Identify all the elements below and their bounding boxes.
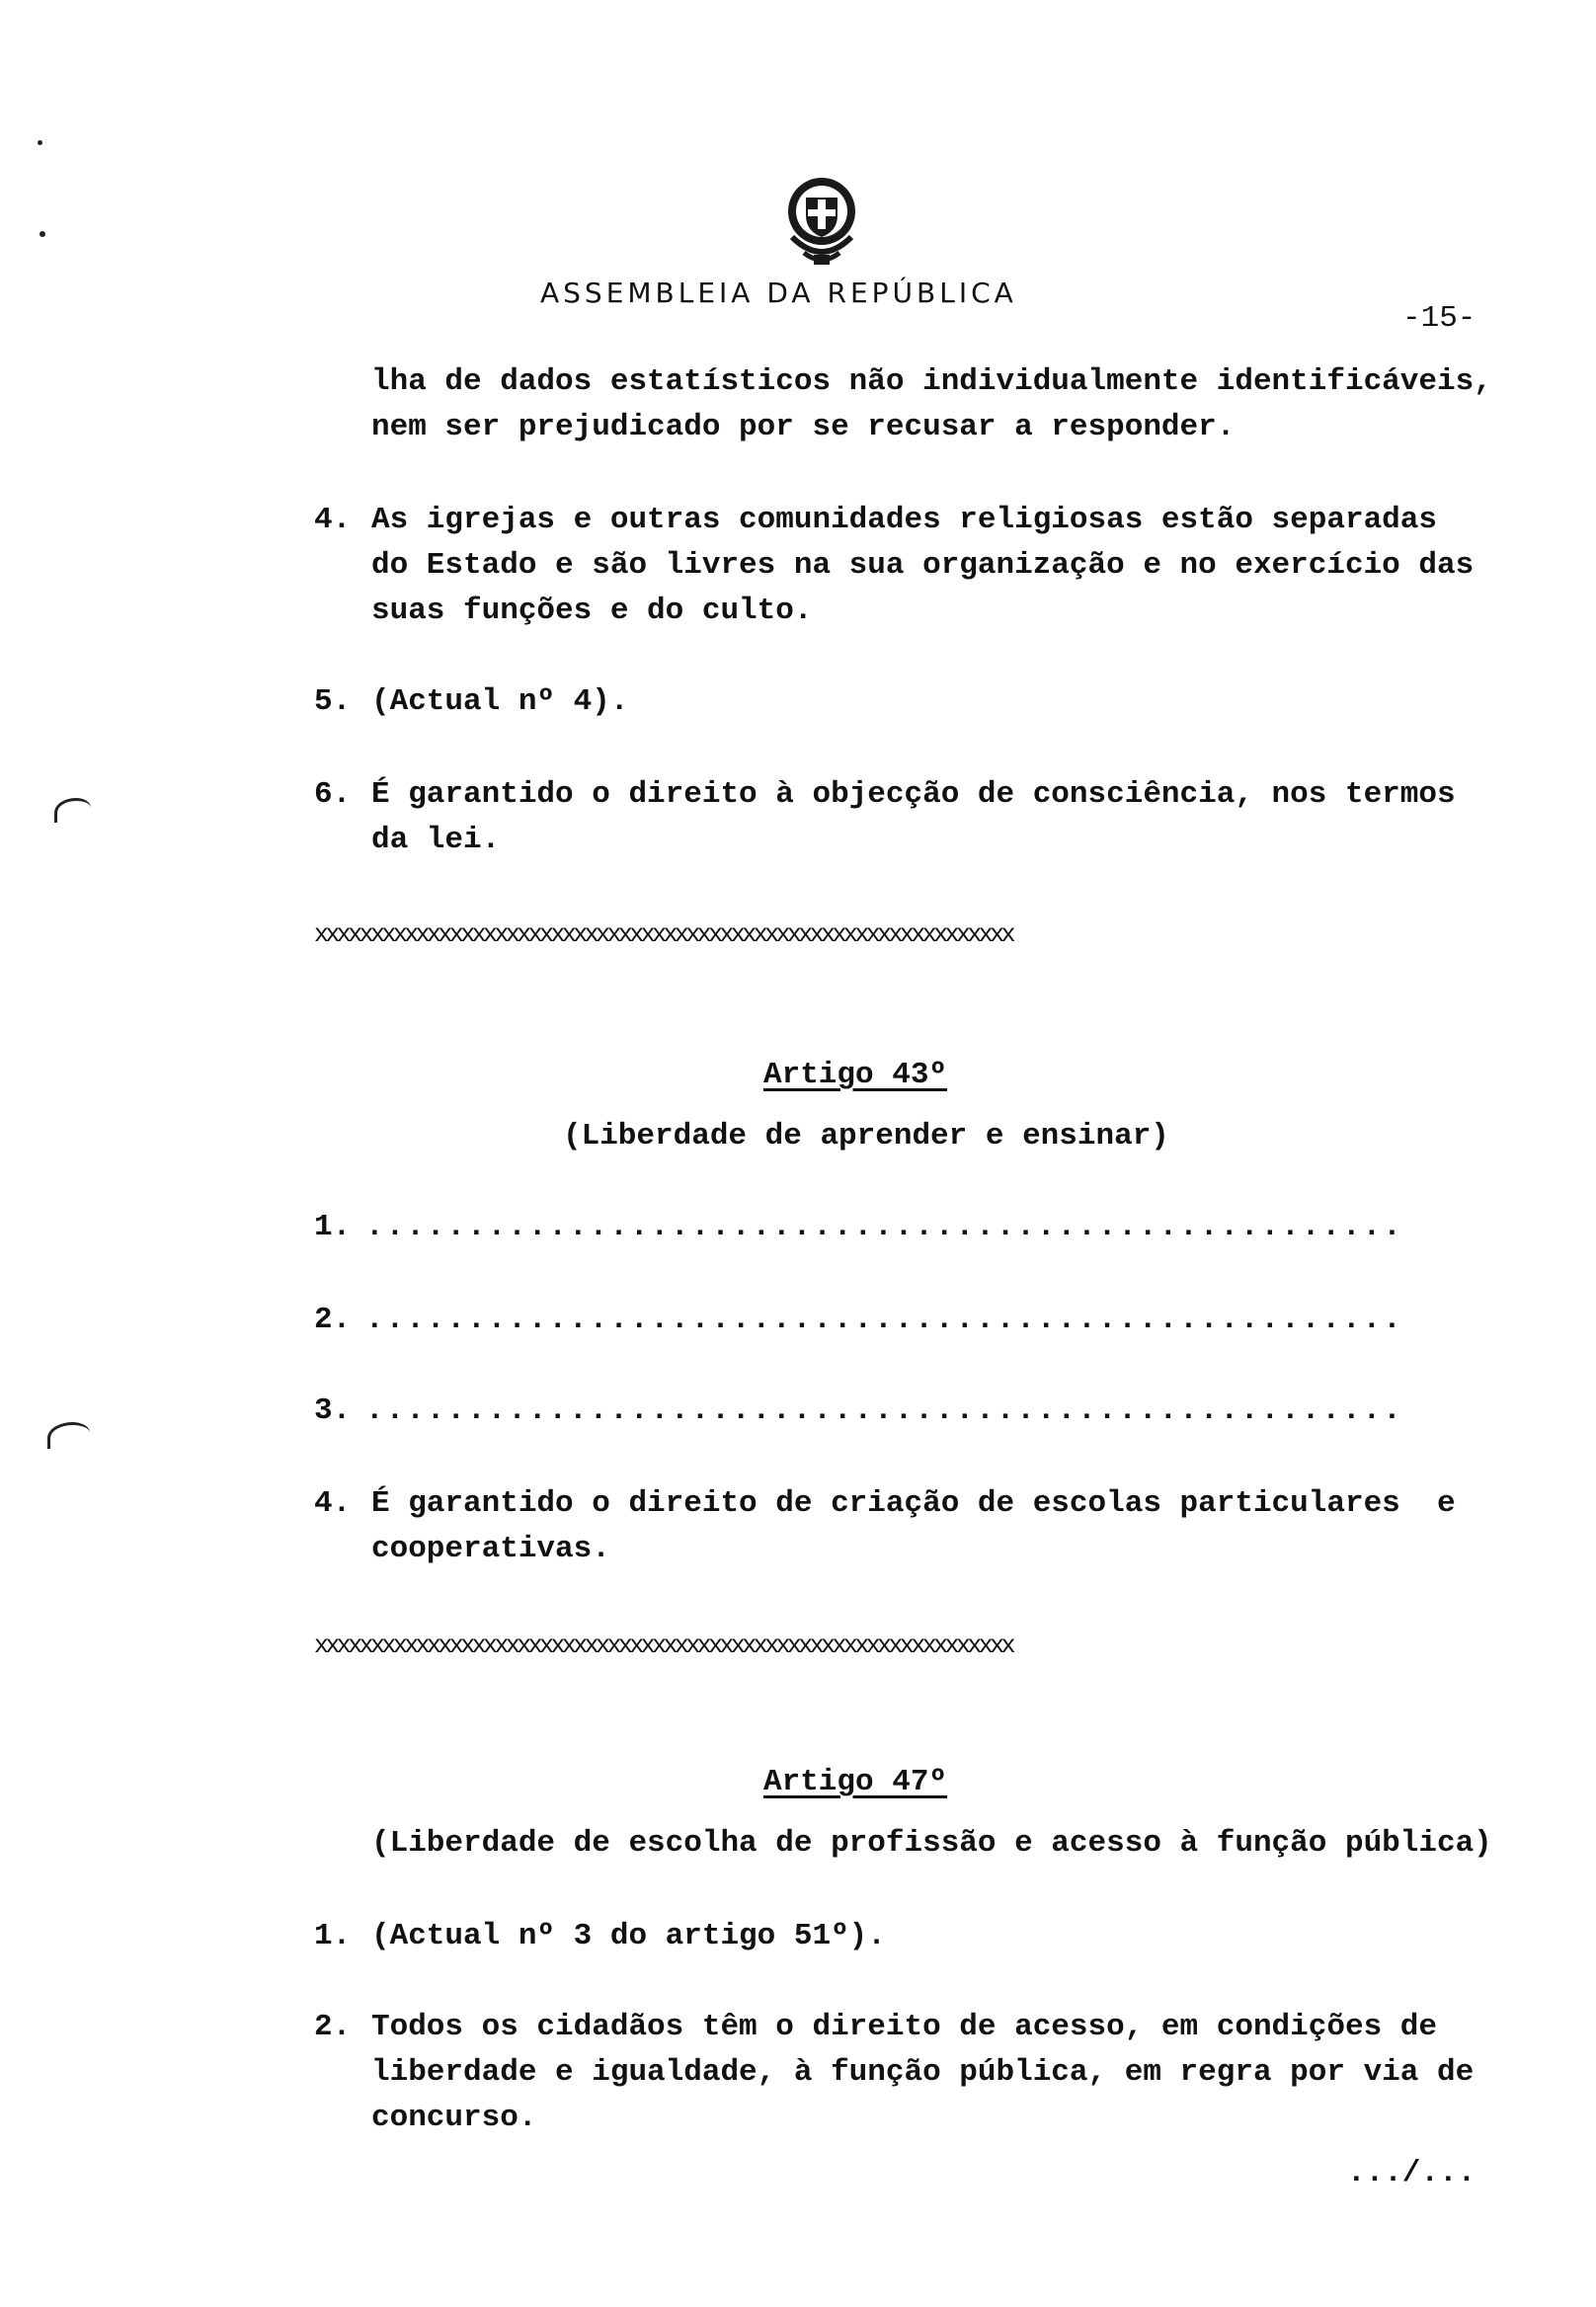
item-line: As igrejas e outras comunidades religiosas estão separadas xyxy=(371,503,1437,537)
item-number: 4. xyxy=(314,1486,352,1521)
item-line: (Actual nº 3 do artigo 51º). xyxy=(371,1919,886,1953)
item-line: liberdade e igualdade, à função pública, em regra por via de xyxy=(371,2055,1475,2090)
item-line: É garantido o direito à objecção de consciência, nos termos xyxy=(371,777,1456,812)
item-number: 2. xyxy=(314,1303,352,1337)
item-number: 5. xyxy=(314,684,352,719)
item-line: É garantido o direito de criação de escolas particulares e xyxy=(371,1486,1456,1521)
item-line: cooperativas. xyxy=(371,1532,610,1566)
item-placeholder-dots: ................................................... xyxy=(365,1393,1403,1428)
item-number: 4. xyxy=(314,503,352,537)
article-subtitle: (Liberdade de escolha de profissão e acesso à função pública) xyxy=(371,1826,1492,1861)
item-line: da lei. xyxy=(371,823,501,857)
intro-line: nem ser prejudicado por se recusar a responder. xyxy=(371,410,1236,444)
article-title: Artigo 43º xyxy=(763,1058,948,1092)
separator-line: xxxxxxxxxxxxxxxxxxxxxxxxxxxxxxxxxxxxxxxxxxxxxxxxxxxxxxxxxxxxxx xyxy=(314,920,1012,949)
item-line: do Estado e são livres na sua organização e no exercício das xyxy=(371,548,1475,583)
separator-line: xxxxxxxxxxxxxxxxxxxxxxxxxxxxxxxxxxxxxxxxxxxxxxxxxxxxxxxxxxxxxx xyxy=(314,1631,1012,1660)
page-number: -15- xyxy=(1402,301,1476,336)
item-placeholder-dots: ................................................... xyxy=(365,1303,1403,1337)
institution-header: ASSEMBLEIA DA REPÚBLICA xyxy=(540,277,1017,309)
item-number: 6. xyxy=(314,777,352,812)
item-number: 1. xyxy=(314,1919,352,1953)
item-number: 1. xyxy=(314,1210,352,1244)
article-title: Artigo 47º xyxy=(763,1765,948,1799)
item-line: suas funções e do culto. xyxy=(371,594,813,628)
scan-speck xyxy=(38,140,42,145)
scan-speck xyxy=(40,231,45,237)
item-line: concurso. xyxy=(371,2101,537,2135)
item-number: 2. xyxy=(314,2010,352,2044)
scan-mark xyxy=(47,1422,90,1449)
continuation-marker: .../... xyxy=(1347,2156,1476,2190)
item-line: (Actual nº 4). xyxy=(371,684,629,719)
coat-of-arms-icon xyxy=(756,150,850,259)
intro-line: lha de dados estatísticos não individualmente identificáveis, xyxy=(371,364,1492,399)
item-line: Todos os cidadãos têm o direito de acesso, em condições de xyxy=(371,2010,1437,2044)
article-subtitle: (Liberdade de aprender e ensinar) xyxy=(563,1119,1169,1154)
item-number: 3. xyxy=(314,1393,352,1428)
scan-mark xyxy=(54,798,91,823)
item-placeholder-dots: ................................................... xyxy=(365,1210,1403,1244)
